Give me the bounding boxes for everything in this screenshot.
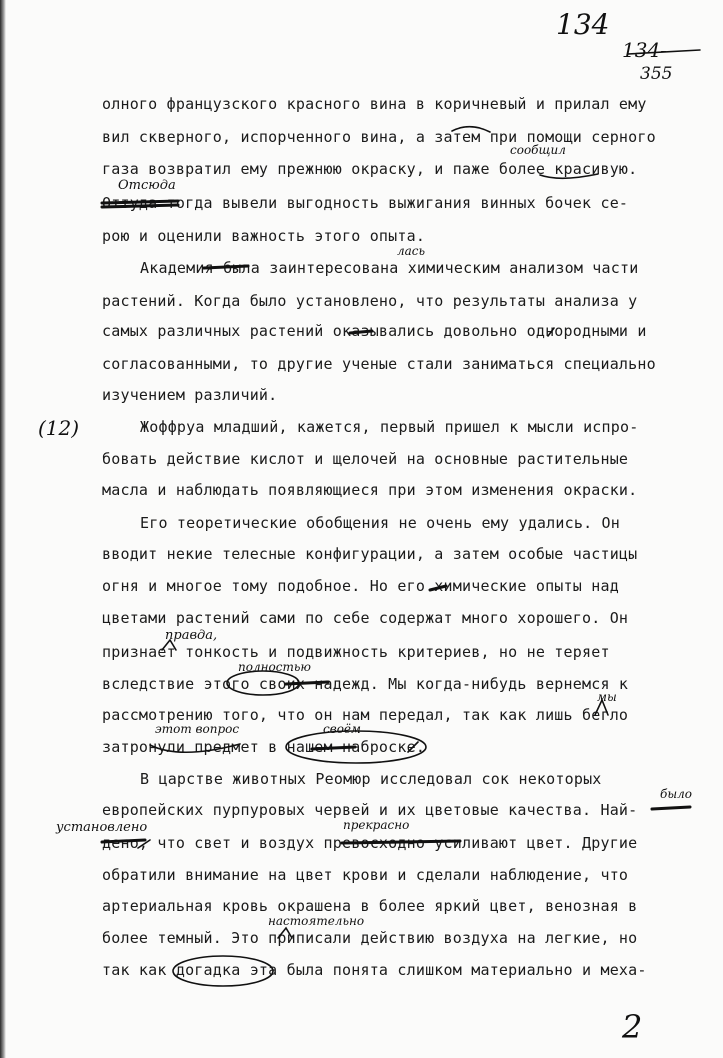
text-line: обратили внимание на цвет крови и сделали наблюдение, что (102, 866, 629, 884)
text-line: изучением различий. (102, 386, 278, 404)
text-line: огня и многое тому подобное. Но его химические опыты над (102, 577, 619, 595)
handwritten-insertion: этот вопрос (155, 722, 240, 736)
text-line: Оттуда тогда вывели выгодность выжигания винных бочек се- (102, 194, 629, 212)
handwritten-insertion: правда, (165, 628, 218, 643)
handwritten-insertion: лась (397, 244, 426, 258)
handwritten-insertion: установлено (56, 820, 148, 835)
text-line: артериальная кровь окрашена в более яркий цвет, венозная в (102, 897, 638, 915)
text-line: растений. Когда было установлено, что результаты анализа у (102, 292, 638, 310)
text-line: европейских пурпуровых червей и их цветовые качества. Най- (102, 801, 638, 819)
text-line: согласованными, то другие ученые стали заниматься специально (102, 355, 656, 373)
text-line: В царстве животных Реомюр исследовал сок некоторых (140, 770, 602, 788)
handwritten-insertion: мы (597, 690, 617, 704)
text-line: Академия была заинтересована химическим анализом части (140, 259, 639, 277)
text-line: Жоффруа младший, кажется, первый пришел к мысли испро- (140, 418, 639, 436)
text-line: рою и оценили важность этого опыта. (102, 227, 426, 245)
page-number-bottom: 2 (622, 1008, 643, 1046)
text-line: признает тонкость и подвижность критериев, но не теряет (102, 643, 610, 661)
text-line: вследствие этого своих надежд. Мы когда-нибудь вернемся к (102, 675, 629, 693)
page-number-corner: 134- (622, 38, 667, 62)
text-line: бовать действие кислот и щелочей на основные растительные (102, 450, 629, 468)
text-line: цветами растений сами по себе содержат много хорошего. Он (102, 609, 629, 627)
text-line: более темный. Это приписали действию воздуха на легкие, но (102, 929, 638, 947)
handwritten-insertion: своём (323, 722, 361, 736)
page-number-corner-second: 355 (640, 64, 673, 84)
text-line: самых различных растений оказывались довольно однородными и (102, 322, 647, 340)
handwritten-insertion: Отсюда (118, 178, 176, 193)
page-number-top: 134 (556, 8, 610, 41)
handwritten-insertion: настоятельно (268, 914, 365, 928)
handwritten-insertion: было (660, 787, 692, 801)
handwritten-insertion: прекрасно (343, 818, 410, 832)
text-line: Его теоретические обобщения не очень ему удались. Он (140, 514, 620, 532)
text-line: вил скверного, испорченного вина, а затем при помощи серного (102, 128, 656, 146)
text-line: дено, что свет и воздух превосходно усиливают цвет. Другие (102, 834, 638, 852)
handwritten-insertion: сообщил (510, 143, 566, 157)
text-line: газа возвратил ему прежнюю окраску, и паже более красивую. (102, 160, 638, 178)
margin-note: (12) (38, 416, 80, 440)
handwritten-insertion: полностью (238, 660, 311, 674)
text-line: олного французского красного вина в коричневый и прилал ему (102, 95, 647, 113)
text-line: так как догадка эта была понята слишком материально и меха- (102, 961, 647, 979)
text-line: затронули предмет в нашем наброске. (102, 738, 426, 756)
text-line: вводит некие телесные конфигурации, а затем особые частицы (102, 545, 638, 563)
text-line: рассмотрению того, что он нам передал, так как лишь бегло (102, 706, 629, 724)
text-line: масла и наблюдать появляющиеся при этом изменения окраски. (102, 481, 638, 499)
